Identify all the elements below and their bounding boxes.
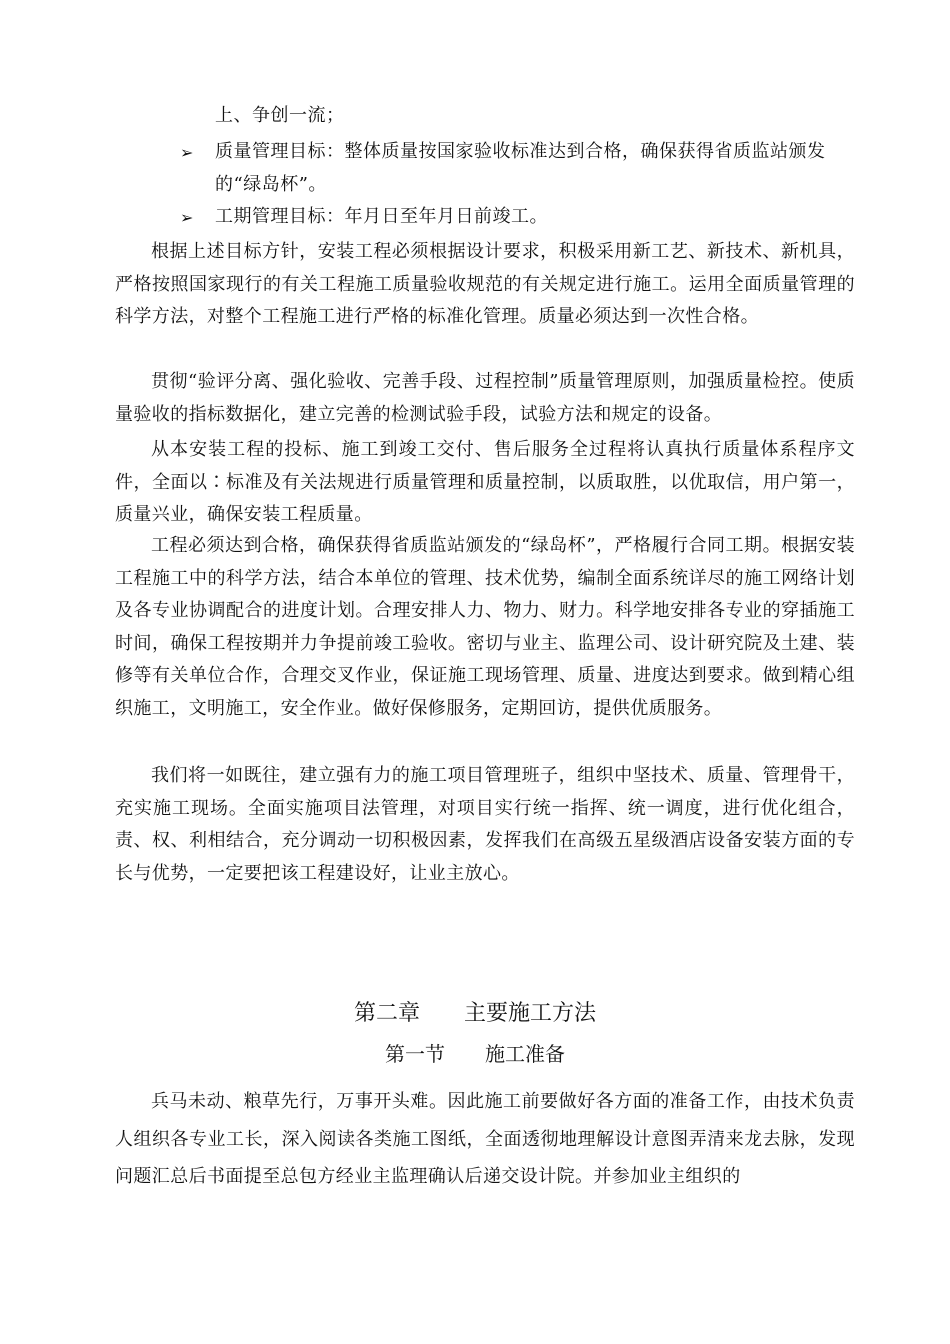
paragraph-quality-principles: 贯彻“验评分离、强化验收、完善手段、过程控制”质量管理原则，加强质量检控。使质量验收的指标数据化，建立完善的检测试验手段，试验方法和规定的设备。 xyxy=(115,371,855,425)
paragraph-preparation: 兵马未动、粮草先行，万事开头难。因此施工前要做好各方面的准备工作，由技术负责人组织各专业工长，深入阅读各类施工图纸，全面透彻地理解设计意图弄清来龙去脉，发现问题汇总后书面提至总包方经业主监理确认后递交设计院。并参加业主组织的 xyxy=(115,1091,855,1187)
goal-continued-line: 上、争创一流； xyxy=(215,105,345,126)
quality-goal-line-2: 的“绿岛杯”。 xyxy=(215,174,327,195)
schedule-goal-line: 工期管理目标：年月日至年月日前竣工。 xyxy=(215,206,548,227)
section-heading: 第一节 施工准备 xyxy=(385,1042,565,1066)
quality-goal-line-1: 质量管理目标：整体质量按国家验收标准达到合格，确保获得省质监站颁发 xyxy=(215,141,826,162)
chapter-heading: 第二章 主要施工方法 xyxy=(353,1001,596,1026)
paragraph-quality-system: 从本安装工程的投标、施工到竣工交付、售后服务全过程将认真执行质量体系程序文件，全面以∶标准及有关法规进行质量管理和质量控制，以质取胜，以优取信，用户第一，质量兴业，确保安装工程质量。 xyxy=(115,439,855,525)
paragraph-quality-approach: 根据上述目标方针，安装工程必须根据设计要求，积极采用新工艺、新技术、新机具，严格按照国家现行的有关工程施工质量验收规范的有关规定进行施工。运用全面质量管理的科学方法，对整个工程施工进行严格的标准化管理。质量必须达到一次性合格。 xyxy=(115,241,855,327)
paragraph-schedule-plan: 工程必须达到合格，确保获得省质监站颁发的“绿岛杯”，严格履行合同工期。根据安装工程施工中的科学方法，结合本单位的管理、技术优势，编制全面系统详尽的施工网络计划及各专业协调配合的进度计划。合理安排人力、物力、财力。科学地安排各专业的穿插施工时间，确保工程按期并力争提前竣工验收。密切与业主、监理公司、设计研究院及土建、装修等有关单位合作，合理交叉作业，保证施工现场管理、质量、进度达到要求。做到精心组织施工，文明施工，安全作业。做好保修服务，定期回访，提供优质服务。 xyxy=(115,535,855,719)
bullet-arrow-icon: ➢ xyxy=(180,143,194,162)
bullet-arrow-icon: ➢ xyxy=(180,208,194,227)
paragraph-management-team: 我们将一如既往，建立强有力的施工项目管理班子，组织中坚技术、质量、管理骨干，充实施工现场。全面实施项目法管理，对项目实行统一指挥、统一调度，进行优化组合，责、权、利相结合，充分调动一切积极因素，发挥我们在高级五星级酒店设备安装方面的专长与优势，一定要把该工程建设好，让业主放心。 xyxy=(115,765,855,884)
